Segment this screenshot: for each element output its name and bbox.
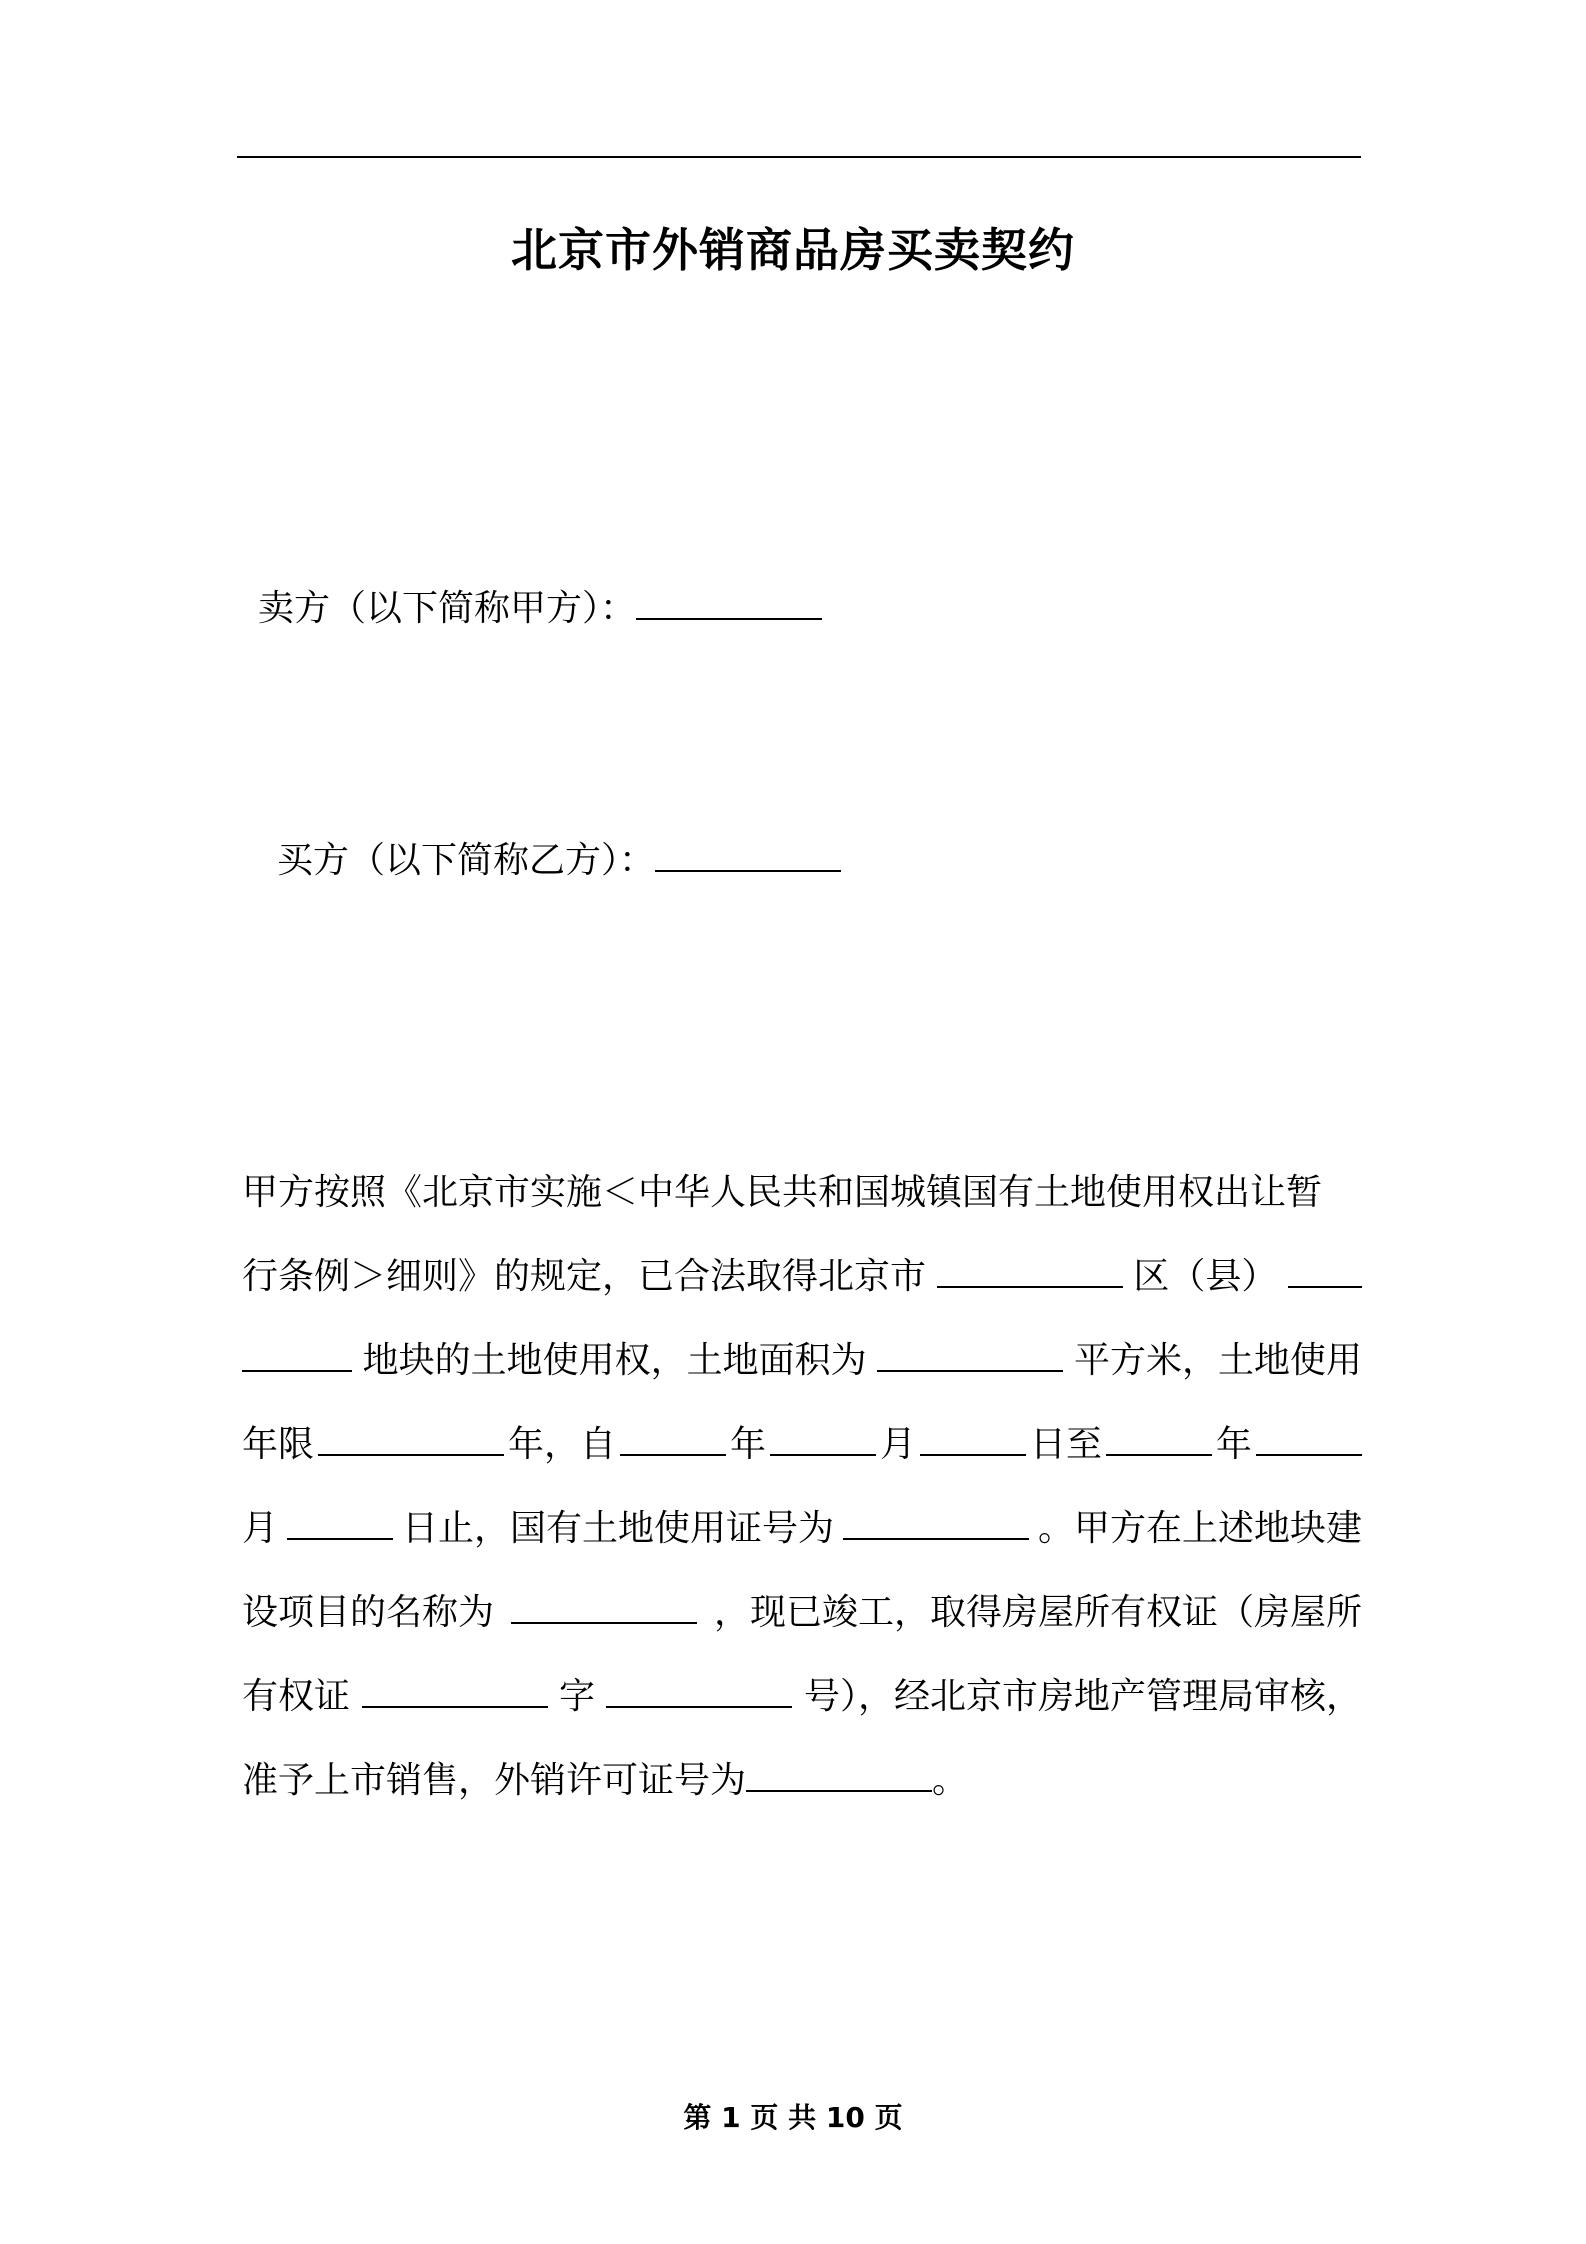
body-text: 年 [1215, 1424, 1252, 1465]
seller-line [258, 580, 822, 635]
header-rule [237, 156, 1361, 158]
parcel-blank-b [242, 1332, 352, 1372]
start-year-blank [620, 1416, 726, 1456]
body-text: 月 [879, 1424, 916, 1465]
body-text: 年，自 [507, 1424, 616, 1465]
body-text: 准予上市销售，外销许可证号为 [242, 1760, 747, 1801]
body-text: 。 [932, 1760, 969, 1801]
body-text: 设项目的名称为 [242, 1592, 495, 1633]
body-text: 平方米，土地使用 [1073, 1340, 1362, 1381]
body-line-3 [242, 1332, 1362, 1416]
body-line-5 [242, 1500, 1362, 1584]
district-blank [937, 1248, 1123, 1288]
page-title: 北京市外销商品房买卖契约 [511, 223, 1075, 277]
body-line-2 [242, 1248, 1362, 1332]
buyer-line [277, 832, 841, 887]
land-cert-no-blank [843, 1500, 1029, 1540]
body-text: 行条例＞细则》的规定，已合法取得北京市 [242, 1256, 927, 1297]
buyer-name-blank [655, 832, 841, 872]
end-month-blank [1256, 1416, 1362, 1456]
body-line-8 [242, 1752, 1362, 1836]
body-text: 有权证 [242, 1676, 351, 1717]
ownership-cert-prefix-blank [362, 1668, 548, 1708]
buyer-label: 买方（以下简称乙方）： [277, 840, 656, 881]
start-day-blank [920, 1416, 1026, 1456]
body-text: 地块的土地使用权，土地面积为 [362, 1340, 867, 1381]
body-text: 。甲方在上述地块建 [1037, 1508, 1362, 1549]
body-text: 日至 [1029, 1424, 1102, 1465]
body-text: ，现已竣工，取得房屋所有权证（房屋所 [713, 1592, 1362, 1633]
body-line-4 [242, 1416, 1362, 1500]
end-day-blank [287, 1500, 393, 1540]
sales-permit-blank [746, 1752, 932, 1792]
parcel-blank-a [1288, 1248, 1362, 1288]
ownership-cert-no-blank [606, 1668, 792, 1708]
body-text: 甲方按照《北京市实施＜中华人民共和国城镇国有土地使用权出让暂 [242, 1172, 1323, 1213]
body-text: 字 [558, 1676, 595, 1717]
contract-preamble [242, 1164, 1362, 1836]
land-area-blank [877, 1332, 1063, 1372]
end-year-blank [1106, 1416, 1212, 1456]
seller-label: 卖方（以下简称甲方）： [258, 588, 637, 629]
body-text: 号），经北京市房地产管理局审核， [803, 1676, 1362, 1717]
body-text: 年限 [242, 1424, 315, 1465]
project-name-blank [511, 1584, 697, 1624]
body-text: 月 [242, 1508, 279, 1549]
body-line-7 [242, 1668, 1362, 1752]
seller-name-blank [636, 580, 822, 620]
body-line-1 [242, 1164, 1362, 1248]
body-text: 区（县） [1133, 1256, 1278, 1297]
page-number: 第 1 页 共 10 页 [683, 2101, 903, 2134]
body-line-6 [242, 1584, 1362, 1668]
body-text: 年 [729, 1424, 766, 1465]
term-blank [318, 1416, 504, 1456]
body-text: 日止，国有土地使用证号为 [401, 1508, 834, 1549]
start-month-blank [770, 1416, 876, 1456]
